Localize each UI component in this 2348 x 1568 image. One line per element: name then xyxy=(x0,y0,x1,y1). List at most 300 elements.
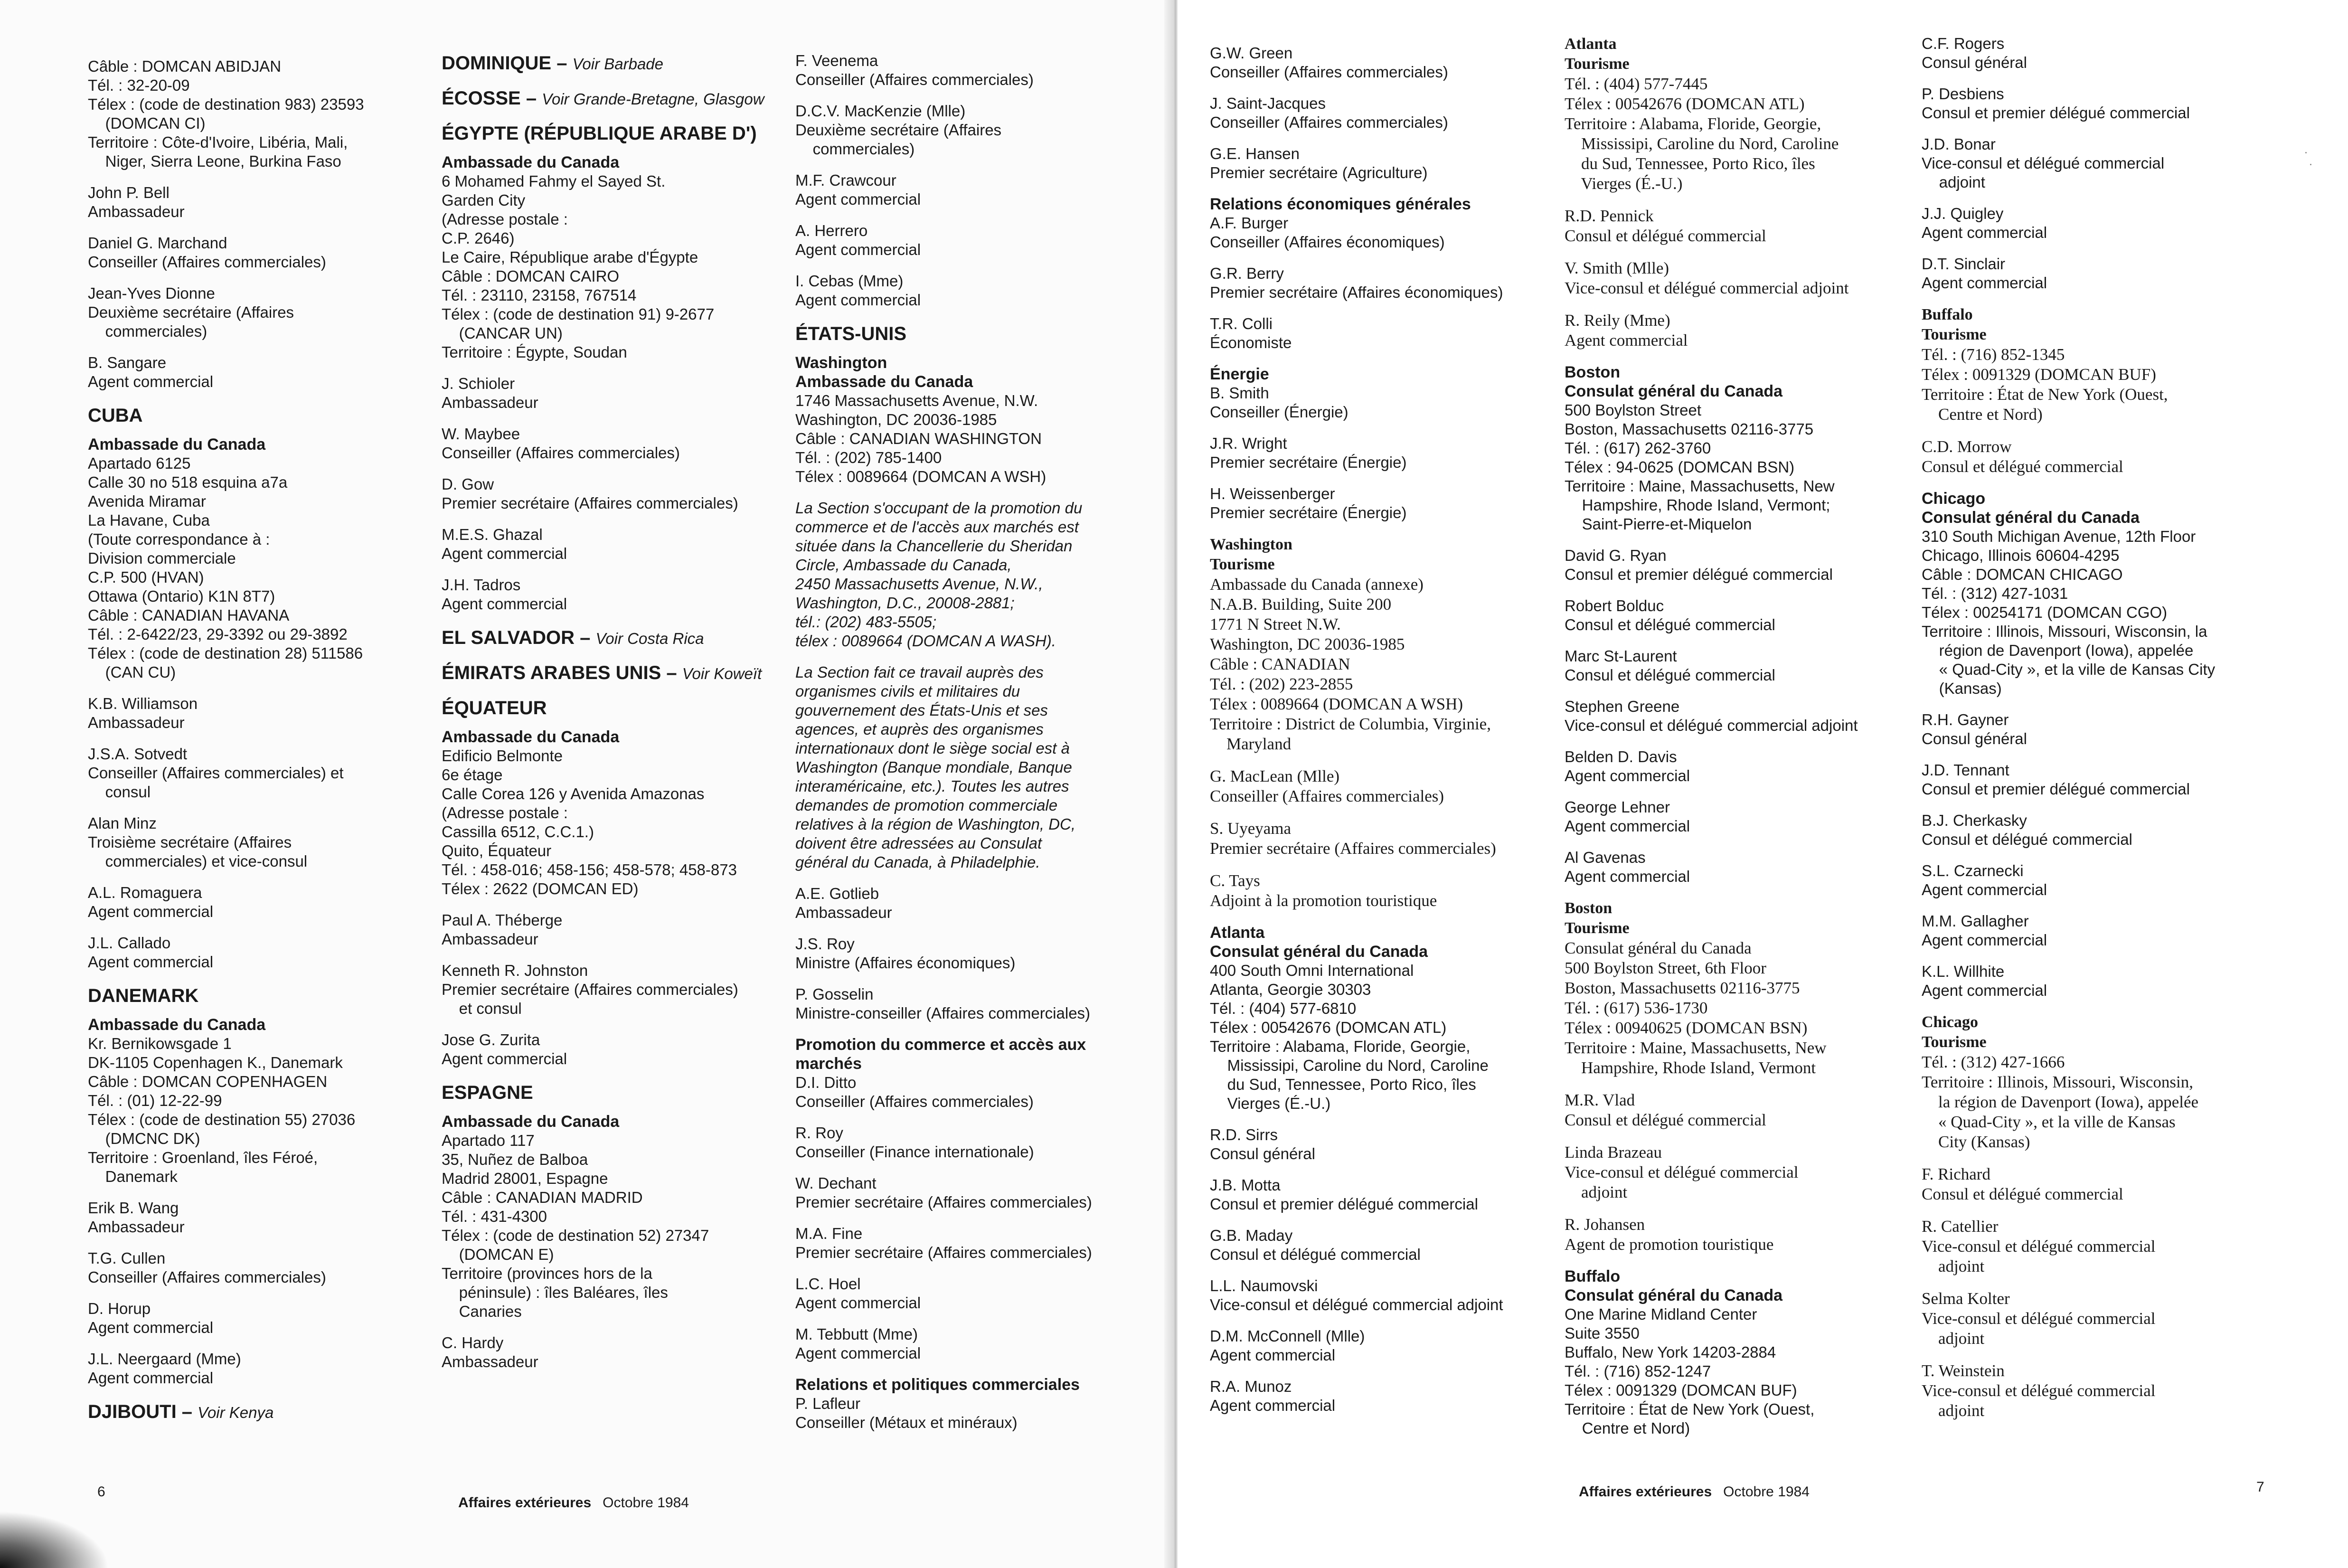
text-line: Économiste xyxy=(1210,334,1292,351)
entry-block xyxy=(88,934,439,972)
text-line: Madrid 28001, Espagne xyxy=(442,1170,608,1187)
text-line: Agent commercial xyxy=(442,1050,567,1067)
cross-reference: Voir Costa Rica xyxy=(595,630,704,647)
text-line: Tél. : (716) 852-1247 xyxy=(1565,1362,1711,1380)
cross-reference: Voir Barbade xyxy=(572,55,664,73)
cross-reference: Voir Koweït xyxy=(682,665,762,682)
entry-block xyxy=(1210,264,1571,302)
entry-block xyxy=(442,1030,793,1068)
left-column-1 xyxy=(88,57,439,1432)
entry-block xyxy=(1210,384,1571,422)
text-line: Consul et premier délégué commercial xyxy=(1922,104,2190,122)
text-line: Télex : 00254171 (DOMCAN CGO) xyxy=(1922,604,2168,621)
text-line: J.D. Tennant xyxy=(1922,761,2009,779)
text-line: Premier secrétaire (Affaires commerciales) xyxy=(1210,839,1496,858)
section-heading: Promotion du commerce et accès aux marchés xyxy=(795,1036,1086,1073)
text-line: Consul général xyxy=(1922,730,2027,747)
text-line: La Section fait ce travail auprès des xyxy=(795,663,1044,681)
section-heading: Tourisme xyxy=(1565,919,1630,937)
entry-block xyxy=(88,57,439,171)
text-line: région de Davenport (Iowa), appelée xyxy=(1922,642,2194,659)
entry-block xyxy=(1210,1226,1571,1264)
text-line: R.D. Pennick xyxy=(1565,207,1654,225)
text-line: P. Gosselin xyxy=(795,985,874,1003)
text-line: V. Smith (Mlle) xyxy=(1565,259,1669,277)
text-line: la région de Davenport (Iowa), appelée xyxy=(1922,1093,2199,1111)
text-line: Agent commercial xyxy=(795,1294,921,1312)
text-line: Territoire : Alabama, Floride, Georgie, xyxy=(1565,114,1821,133)
text-line: Tél. : (312) 427-1666 xyxy=(1922,1053,2065,1071)
text-line: 310 South Michigan Avenue, 12th Floor xyxy=(1922,528,2196,545)
text-line: Conseiller (Affaires commerciales) et xyxy=(88,764,344,782)
text-line: Agent de promotion touristique xyxy=(1565,1235,1774,1254)
text-line: internationaux dont le siège social est à xyxy=(795,739,1070,757)
entry-block xyxy=(1922,962,2282,1000)
text-line: Niger, Sierra Leone, Burkina Faso xyxy=(88,152,341,170)
text-line: 400 South Omni International xyxy=(1210,962,1414,979)
text-line: commerce et de l'accès aux marchés est xyxy=(795,518,1079,536)
text-line: gouvernement des États-Unis et ses xyxy=(795,701,1048,719)
issue-date: Octobre 1984 xyxy=(1723,1484,1810,1500)
text-line: M.R. Vlad xyxy=(1565,1091,1635,1109)
country-heading: DANEMARK xyxy=(88,985,199,1006)
country-heading xyxy=(442,626,793,651)
text-line: Alan Minz xyxy=(88,814,157,832)
address-block xyxy=(1922,1052,2282,1152)
country-name: EL SALVADOR – xyxy=(442,627,591,648)
entry-block xyxy=(442,525,793,563)
text-line: Chicago, Illinois 60604-4295 xyxy=(1922,547,2120,564)
entry-block xyxy=(1922,135,2282,192)
text-line: A.L. Romaguera xyxy=(88,884,202,901)
text-line: J.L. Callado xyxy=(88,934,171,952)
text-line: Consul et délégué commercial xyxy=(1210,1246,1421,1263)
country-heading xyxy=(442,661,793,686)
text-line: Tél. : (312) 427-1031 xyxy=(1922,585,2068,602)
text-line: Conseiller (Énergie) xyxy=(1210,403,1348,421)
text-line: Mississipi, Caroline du Nord, Caroline xyxy=(1210,1057,1489,1074)
scan-speck xyxy=(2305,152,2307,153)
text-line: R. Roy xyxy=(795,1124,843,1142)
text-line: Tél. : 23110, 23158, 767514 xyxy=(442,286,637,304)
entry-block xyxy=(795,1275,1156,1313)
text-line: B. Smith xyxy=(1210,384,1269,402)
text-line: Télex : 94-0625 (DOMCAN BSN) xyxy=(1565,458,1795,476)
entry-block xyxy=(795,1073,1156,1111)
text-line: Agent commercial xyxy=(1922,274,2047,292)
address-block xyxy=(1210,961,1571,1113)
text-line: R.A. Munoz xyxy=(1210,1378,1292,1395)
text-line: Conseiller (Affaires économiques) xyxy=(1210,233,1445,251)
mission-heading: Ambassade du Canada xyxy=(442,153,620,171)
entry-block xyxy=(88,284,439,341)
address-block xyxy=(442,172,793,362)
text-line: Vice-consul et délégué commercial xyxy=(1922,1381,2156,1400)
country-heading xyxy=(442,51,793,76)
text-line: adjoint xyxy=(1922,1401,1985,1420)
text-line: Télex : (code de destination 52) 27347 xyxy=(442,1227,709,1244)
mission-heading: Ambassade du Canada xyxy=(442,1113,620,1131)
text-line: P. Desbiens xyxy=(1922,85,2004,103)
text-line: M.F. Crawcour xyxy=(795,171,896,189)
text-line: B.J. Cherkasky xyxy=(1922,812,2027,829)
mission-heading: Consulat général du Canada xyxy=(1565,382,1783,400)
entry-block xyxy=(88,883,439,921)
text-line: Vierges (É.-U.) xyxy=(1565,174,1683,193)
entry-block xyxy=(1922,761,2282,799)
entry-block xyxy=(1922,1361,2282,1421)
right-column-2 xyxy=(1565,34,1925,1450)
text-line: Agent commercial xyxy=(88,373,214,390)
entry-block xyxy=(88,1299,439,1337)
text-line: Agent commercial xyxy=(1922,931,2047,949)
text-line: J.S. Roy xyxy=(795,935,855,953)
text-line: Selma Kolter xyxy=(1922,1289,2010,1308)
entry-block xyxy=(795,171,1156,209)
city-heading: Washington xyxy=(795,354,887,372)
text-line: Danemark xyxy=(88,1168,178,1185)
text-line: D.M. McConnell (Mlle) xyxy=(1210,1327,1365,1345)
text-line: Consul et délégué commercial xyxy=(1565,666,1775,684)
text-line: A. Herrero xyxy=(795,222,868,239)
text-line: Deuxième secrétaire (Affaires xyxy=(795,121,1002,139)
text-line: Télex : 0091329 (DOMCAN BUF) xyxy=(1922,365,2156,384)
text-line: J.L. Neergaard (Mme) xyxy=(88,1350,241,1368)
left-column-3 xyxy=(795,51,1156,1445)
text-line: Télex : 00542676 (DOMCAN ATL) xyxy=(1565,94,1805,113)
text-line: J.D. Bonar xyxy=(1922,135,1996,153)
address-block xyxy=(795,391,1156,486)
entry-block xyxy=(795,884,1156,922)
mission-heading: Consulat général du Canada xyxy=(1565,1286,1783,1304)
text-line: D.T. Sinclair xyxy=(1922,255,2006,273)
text-line: C.P. 2646) xyxy=(442,229,515,247)
entry-block xyxy=(1210,871,1571,911)
text-line: Garden City xyxy=(442,191,526,209)
text-line: Câble : DOMCAN ABIDJAN xyxy=(88,57,282,75)
entry-block xyxy=(1922,255,2282,293)
text-line: G.R. Berry xyxy=(1210,264,1284,282)
text-line: Territoire : Côte-d'Ivoire, Libéria, Mali, xyxy=(88,133,348,151)
entry-block xyxy=(1210,1327,1571,1365)
text-line: City (Kansas) xyxy=(1922,1133,2030,1151)
entry-block xyxy=(1210,434,1571,472)
text-line: (DOMCAN CI) xyxy=(88,114,206,132)
text-line: Consul et délégué commercial xyxy=(1922,457,2123,476)
text-line: Consul et délégué commercial xyxy=(1565,227,1766,245)
text-line: Tél. : (202) 785-1400 xyxy=(795,449,942,466)
text-line: DK-1105 Copenhagen K., Danemark xyxy=(88,1054,343,1071)
text-line: G.B. Maday xyxy=(1210,1227,1293,1244)
text-line: adjoint xyxy=(1922,1257,1985,1275)
text-line: Agent commercial xyxy=(1922,982,2047,999)
text-line: R. Catellier xyxy=(1922,1217,1999,1236)
text-line: Consul et délégué commercial xyxy=(1922,1185,2123,1203)
entry-block xyxy=(1565,848,1925,886)
text-line: Edificio Belmonte xyxy=(442,747,563,765)
text-line: Consul et délégué commercial xyxy=(1565,1111,1766,1129)
text-line: Premier secrétaire (Affaires commerciales) xyxy=(442,494,738,512)
city-heading: Atlanta xyxy=(1565,35,1617,53)
entry-block xyxy=(1565,747,1925,785)
text-line: du Sud, Tennessee, Porto Rico, îles xyxy=(1565,154,1815,173)
text-line: Ministre-conseiller (Affaires commerciales) xyxy=(795,1004,1091,1022)
text-line: R.H. Gayner xyxy=(1922,711,2009,728)
page-number: 6 xyxy=(97,1484,105,1500)
text-line: Agent commercial xyxy=(88,1369,214,1387)
text-line: C. Tays xyxy=(1210,871,1260,890)
text-line: Télex : (code de destination 983) 23593 xyxy=(88,95,364,113)
text-line: 1771 N Street N.W. xyxy=(1210,615,1341,633)
text-line: Boston, Massachusetts 02116-3775 xyxy=(1565,979,1800,997)
text-line: « Quad-City », et la ville de Kansas xyxy=(1922,1113,2176,1131)
text-line: Agent commercial xyxy=(795,291,921,309)
text-line: adjoint xyxy=(1922,173,1985,191)
text-line: Ambassadeur xyxy=(795,904,892,921)
text-line: Robert Bolduc xyxy=(1565,597,1664,614)
text-line: adjoint xyxy=(1922,1329,1985,1348)
text-line: Télex : 0089664 (DOMCAN A WSH) xyxy=(1210,695,1463,713)
text-line: Télex : (code de destination 28) 511586 xyxy=(88,644,363,662)
text-line: Apartado 117 xyxy=(442,1132,535,1149)
country-name: DOMINIQUE – xyxy=(442,53,567,74)
page-number: 7 xyxy=(2256,1479,2264,1495)
text-line: Territoire : District de Columbia, Virginie, xyxy=(1210,715,1491,733)
text-line: tél.: (202) 483-5505; xyxy=(795,613,937,631)
entry-block xyxy=(442,1333,793,1371)
entry-block xyxy=(1210,1276,1571,1314)
text-line: général du Canada, à Philadelphie. xyxy=(795,853,1040,871)
text-line: (DMCNC DK) xyxy=(88,1130,200,1147)
address-block xyxy=(88,1034,439,1186)
text-line: (Toute correspondance à : xyxy=(88,530,270,548)
text-line: Télex : 00542676 (DOMCAN ATL) xyxy=(1210,1019,1447,1036)
text-line: 6e étage xyxy=(442,766,503,784)
text-line: Tél. : (404) 577-7445 xyxy=(1565,75,1708,93)
address-block xyxy=(1210,575,1571,754)
page-footer xyxy=(1579,1484,1810,1500)
text-line: Premier secrétaire (Affaires commerciales) xyxy=(795,1193,1092,1211)
city-heading: Atlanta xyxy=(1210,924,1265,942)
left-column-2 xyxy=(442,51,793,1384)
country-heading xyxy=(88,1400,439,1425)
text-line: (CANCAR UN) xyxy=(442,324,563,342)
text-line: Conseiller (Affaires commerciales) xyxy=(795,1093,1034,1110)
entry-block xyxy=(795,51,1156,89)
text-line: Consul et premier délégué commercial xyxy=(1210,1195,1478,1213)
section-heading: Tourisme xyxy=(1210,556,1275,573)
text-line: Télex : (code de destination 91) 9-2677 xyxy=(442,305,715,323)
text-line: B. Sangare xyxy=(88,354,167,371)
text-line: Agent commercial xyxy=(88,903,214,920)
text-line: Agent commercial xyxy=(1210,1346,1336,1364)
text-line: Conseiller (Affaires commerciales) xyxy=(795,71,1034,88)
text-line: consul xyxy=(88,783,151,801)
text-line: G. MacLean (Mlle) xyxy=(1210,767,1340,785)
text-line: Washington (Banque mondiale, Banque xyxy=(795,758,1072,776)
text-line: Canaries xyxy=(442,1303,522,1320)
entry-block xyxy=(1922,1217,2282,1276)
entry-block xyxy=(442,576,793,614)
text-line: Washington, D.C., 20008-2881; xyxy=(795,594,1015,612)
text-line: relatives à la région de Washington, DC, xyxy=(795,815,1076,833)
address-block xyxy=(1565,938,1925,1078)
text-line: K.B. Williamson xyxy=(88,695,198,712)
text-line: Agent commercial xyxy=(88,953,214,971)
text-line: Consul et délégué commercial xyxy=(1922,831,2132,848)
text-line: Premier secrétaire (Agriculture) xyxy=(1210,164,1428,181)
mission-heading: Ambassade du Canada xyxy=(88,1016,266,1034)
text-line: Territoire : Illinois, Missouri, Wisconsin, xyxy=(1922,1073,2193,1091)
entry-block xyxy=(1565,647,1925,685)
entry-block xyxy=(88,1350,439,1388)
text-line: N.A.B. Building, Suite 200 xyxy=(1210,595,1392,614)
text-line: Territoire (provinces hors de la xyxy=(442,1265,652,1282)
text-line: Premier secrétaire (Énergie) xyxy=(1210,453,1407,471)
entry-block xyxy=(1922,204,2282,242)
entry-block xyxy=(795,1224,1156,1262)
entry-block xyxy=(88,234,439,272)
text-line: Tél. : (202) 223-2855 xyxy=(1210,675,1353,693)
entry-block xyxy=(1210,766,1571,806)
country-heading: ÉQUATEUR xyxy=(442,698,547,718)
entry-block xyxy=(1210,214,1571,252)
text-line: M. Tebbutt (Mme) xyxy=(795,1325,918,1343)
entry-block xyxy=(442,425,793,463)
entry-block xyxy=(1210,44,1571,82)
text-line: adjoint xyxy=(1565,1183,1628,1201)
scan-speck xyxy=(2310,164,2311,165)
text-line: Tél. : (716) 852-1345 xyxy=(1922,345,2065,364)
text-line: Troisième secrétaire (Affaires xyxy=(88,833,292,851)
text-line: Agent commercial xyxy=(795,241,921,258)
tourism-section xyxy=(1922,305,2282,477)
entry-block xyxy=(1565,1090,1925,1130)
text-line: C.P. 500 (HVAN) xyxy=(88,568,204,586)
text-line: Circle, Ambassade du Canada, xyxy=(795,556,1012,574)
text-line: Avenida Miramar xyxy=(88,492,206,510)
text-line: 1746 Massachusetts Avenue, N.W. xyxy=(795,392,1038,409)
country-heading xyxy=(442,86,793,111)
text-line: Territoire : Illinois, Missouri, Wisconsin, la xyxy=(1922,623,2207,640)
text-line: 500 Boylston Street xyxy=(1565,401,1702,419)
text-line: K.L. Willhite xyxy=(1922,963,2005,980)
cross-reference: Voir Kenya xyxy=(198,1404,274,1421)
text-line: Agent commercial xyxy=(1565,817,1690,835)
text-line: Câble : CANADIAN xyxy=(1210,655,1350,673)
text-line: commerciales) et vice-consul xyxy=(88,852,308,870)
text-line: Ambassadeur xyxy=(442,1353,538,1370)
entry-block xyxy=(795,1325,1156,1363)
city-heading: Buffalo xyxy=(1922,306,1973,323)
text-line: Conseiller (Métaux et minéraux) xyxy=(795,1414,1018,1431)
mission-heading: Ambassade du Canada xyxy=(442,728,620,746)
text-line: Tél. : (404) 577-6810 xyxy=(1210,1000,1357,1017)
tourism-section xyxy=(1565,898,1925,1255)
entry-block xyxy=(1210,314,1571,352)
text-line: Vice-consul et délégué commercial xyxy=(1565,1163,1799,1181)
entry-block xyxy=(795,102,1156,159)
address-block xyxy=(442,1131,793,1321)
right-page xyxy=(1178,0,2348,1568)
entry-block xyxy=(442,475,793,513)
text-line: Tél. : 32-20-09 xyxy=(88,76,190,94)
text-line: Conseiller (Affaires commerciales) xyxy=(1210,63,1448,81)
entry-block xyxy=(88,1199,439,1237)
text-line: Division commerciale xyxy=(88,549,236,567)
cross-reference: Voir Grande-Bretagne, Glasgow xyxy=(542,90,764,108)
text-line: Vice-consul et délégué commercial xyxy=(1922,1237,2156,1256)
text-line: Agent commercial xyxy=(795,190,921,208)
text-line: (DOMCAN E) xyxy=(442,1246,554,1263)
text-line: Washington, DC 20036-1985 xyxy=(795,411,997,428)
text-line: Câble : DOMCAN CHICAGO xyxy=(1922,566,2123,583)
entry-block xyxy=(1922,85,2282,123)
text-line: (CAN CU) xyxy=(88,663,176,681)
entry-block xyxy=(1922,1289,2282,1349)
text-line: P. Lafleur xyxy=(795,1395,860,1412)
text-line: Linda Brazeau xyxy=(1565,1143,1662,1162)
text-line: Télex : (code de destination 55) 27036 xyxy=(88,1111,356,1128)
text-line: Washington, DC 20036-1985 xyxy=(1210,635,1405,653)
tourism-section xyxy=(1565,34,1925,350)
address-block xyxy=(88,454,439,682)
entry-block xyxy=(1565,546,1925,584)
text-line: et consul xyxy=(442,1000,522,1017)
city-heading: Buffalo xyxy=(1565,1267,1621,1285)
section-heading: Énergie xyxy=(1210,365,1269,383)
text-line: J.H. Tadros xyxy=(442,576,521,594)
entry-block xyxy=(88,745,439,802)
entry-block xyxy=(1210,1176,1571,1214)
text-line: L.L. Naumovski xyxy=(1210,1277,1318,1294)
section-heading: Tourisme xyxy=(1565,55,1630,73)
text-line: A.F. Burger xyxy=(1210,214,1289,232)
country-name: DJIBOUTI – xyxy=(88,1401,193,1422)
text-line: J.S.A. Sotvedt xyxy=(88,745,188,763)
text-line: Tél. : (617) 262-3760 xyxy=(1565,439,1711,457)
city-heading: Washington xyxy=(1210,536,1292,553)
text-line: Quito, Équateur xyxy=(442,842,552,860)
text-line: interaméricaine, etc.). Toutes les autres xyxy=(795,777,1069,795)
entry-block xyxy=(442,911,793,949)
text-line: T.R. Colli xyxy=(1210,315,1273,332)
text-line: George Lehner xyxy=(1565,798,1670,816)
right-column-1 xyxy=(1210,44,1571,1427)
text-line: Maryland xyxy=(1210,735,1292,753)
text-line: Tél. : (01) 12-22-99 xyxy=(88,1092,222,1109)
entry-block xyxy=(1922,437,2282,477)
entry-block xyxy=(1565,798,1925,836)
text-line: L.C. Hoel xyxy=(795,1275,861,1293)
text-line: Agent commercial xyxy=(1565,331,1688,349)
text-line: Télex : 0089664 (DOMCAN A WSH) xyxy=(795,468,1047,485)
country-heading: ESPAGNE xyxy=(442,1082,533,1103)
text-line: Premier secrétaire (Affaires économiques) xyxy=(1210,283,1503,301)
address-block xyxy=(1565,401,1925,534)
text-line: S.L. Czarnecki xyxy=(1922,862,2024,879)
text-line: T.G. Cullen xyxy=(88,1249,166,1267)
text-line: Territoire : Groenland, îles Féroé, xyxy=(88,1149,318,1166)
text-line: M.E.S. Ghazal xyxy=(442,526,543,543)
section-heading: Relations économiques générales xyxy=(1210,195,1471,213)
page-footer xyxy=(458,1495,689,1511)
entry-block xyxy=(88,814,439,871)
text-line: Agent commercial xyxy=(795,1344,921,1362)
text-line: Paul A. Théberge xyxy=(442,911,563,929)
entry-block xyxy=(1210,1377,1571,1415)
text-line: Consul général xyxy=(1210,1145,1315,1162)
